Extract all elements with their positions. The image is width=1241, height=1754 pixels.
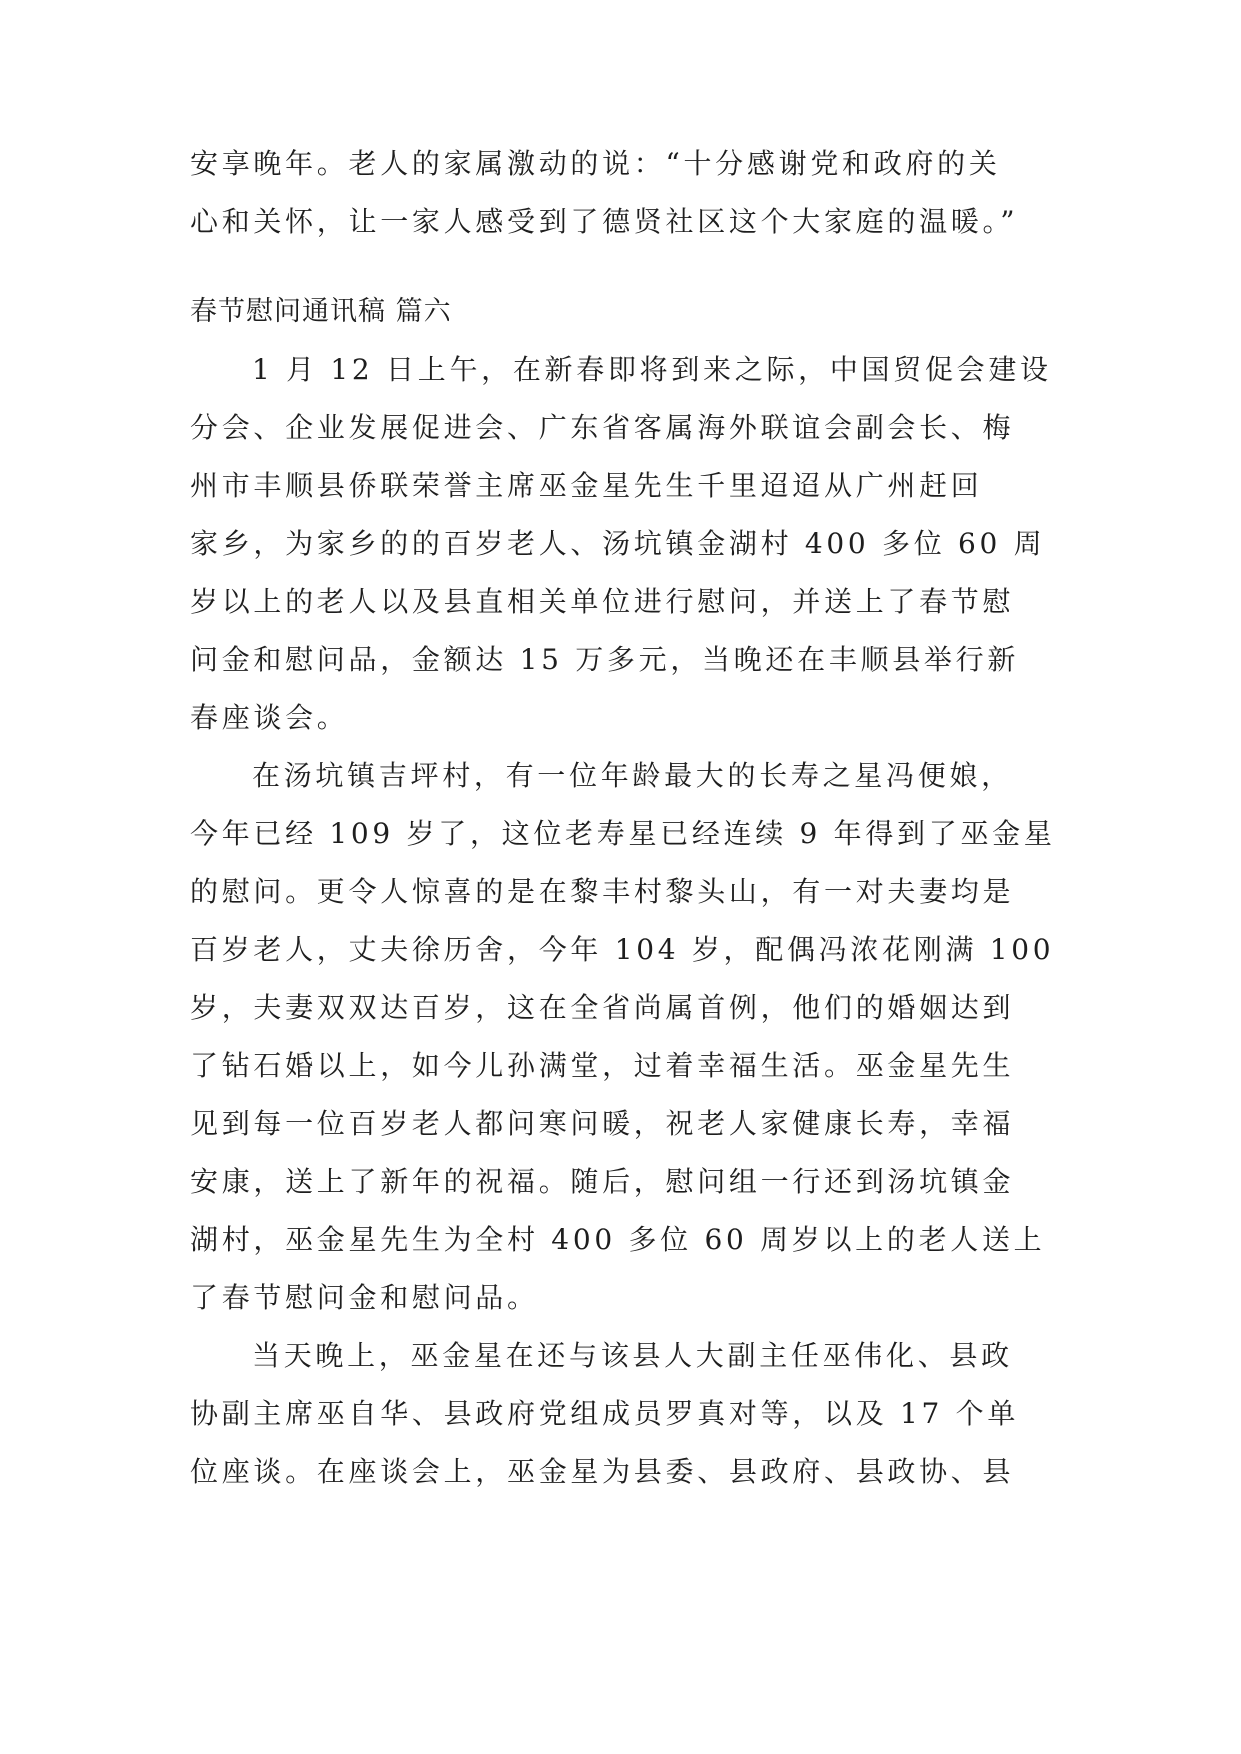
text-line: 了春节慰问金和慰问品。 [190, 1281, 539, 1314]
text-line: 了钻石婚以上，如今儿孙满堂，过着幸福生活。巫金星先生 [190, 1049, 1015, 1082]
document-body [190, 135, 1056, 1501]
text-line: 安康，送上了新年的祝福。随后，慰问组一行还到汤坑镇金 [190, 1165, 1015, 1198]
text-line: 问金和慰问品，金额达 15 万多元，当晚还在丰顺县举行新 [190, 643, 1020, 676]
text-line: 百岁老人，丈夫徐历舍，今年 104 岁，配偶冯浓花刚满 100 [190, 933, 1055, 966]
paragraph-3 [190, 1327, 1050, 1501]
intro-paragraph [190, 135, 1050, 251]
text-line: 岁以上的老人以及县直相关单位进行慰问，并送上了春节慰 [190, 585, 1015, 618]
paragraph-1 [190, 341, 1050, 747]
text-line: 的慰问。更令人惊喜的是在黎丰村黎头山，有一对夫妻均是 [190, 875, 1015, 908]
text-line: 湖村，巫金星先生为全村 400 多位 60 周岁以上的老人送上 [190, 1223, 1046, 1256]
text-line: 岁，夫妻双双达百岁，这在全省尚属首例，他们的婚姻达到 [190, 991, 1015, 1024]
paragraph-2 [190, 747, 1056, 1327]
text-line: 今年已经 109 岁了，这位老寿星已经连续 9 年得到了巫金星 [190, 817, 1056, 850]
text-line: 春座谈会。 [190, 701, 349, 734]
text-line: 当天晚上，巫金星在还与该县人大副主任巫伟化、县政 [252, 1339, 1013, 1372]
text-line: 分会、企业发展促进会、广东省客属海外联谊会副会长、梅 [190, 411, 1015, 444]
text-line: 安享晚年。老人的家属激动的说：“十分感谢党和政府的关 [190, 147, 1001, 180]
text-line: 协副主席巫自华、县政府党组成员罗真对等，以及 17 个单 [190, 1397, 1020, 1430]
section-heading: 春节慰问通讯稿 篇六 [190, 296, 452, 327]
text-line: 位座谈。在座谈会上，巫金星为县委、县政府、县政协、县 [190, 1455, 1015, 1488]
text-line: 在汤坑镇吉坪村，有一位年龄最大的长寿之星冯便娘， [252, 759, 1013, 792]
text-line: 1 月 12 日上午，在新春即将到来之际，中国贸促会建设 [252, 353, 1052, 386]
text-line: 见到每一位百岁老人都问寒问暖，祝老人家健康长寿，幸福 [190, 1107, 1015, 1140]
text-line: 心和关怀，让一家人感受到了德贤社区这个大家庭的温暖。” [190, 205, 1019, 238]
text-line: 家乡，为家乡的的百岁老人、汤坑镇金湖村 400 多位 60 周 [190, 527, 1046, 560]
text-line: 州市丰顺县侨联荣誉主席巫金星先生千里迢迢从广州赶回 [190, 469, 983, 502]
